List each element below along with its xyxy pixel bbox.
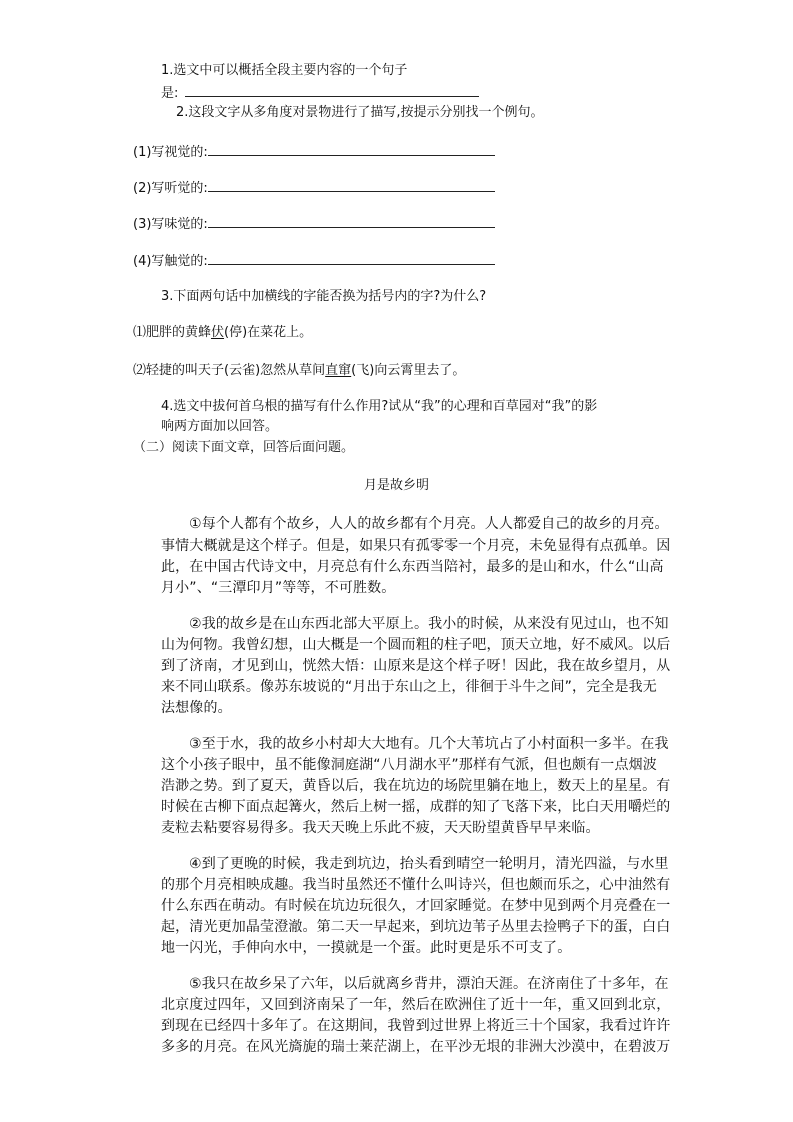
paragraph-1-line-4: 月小”、“三潭印月”等等，不可胜数。 xyxy=(161,580,396,596)
sentence-text: ⑴肥胖的黄蜂 xyxy=(133,325,212,340)
paragraph-3-line-1: ③至于水，我的故乡小村却大大地有。几个大苇坑占了小村面积一多半。在我 xyxy=(189,736,669,752)
paragraph-4-line-4: 起，清光更加晶莹澄澈。第二天一早起来，到坑边苇子丛里去捡鸭子下的蛋，白白 xyxy=(161,919,671,935)
paragraph-5-line-3: 到现在已经四十多年了。在这期间，我曾到过世界上将近三十个国家，我看过许许 xyxy=(161,1018,671,1034)
answer-blank[interactable] xyxy=(208,253,495,265)
answer-blank[interactable] xyxy=(185,85,479,97)
article-title: 月是故乡明 xyxy=(363,478,429,493)
sub-question-visual xyxy=(133,144,495,159)
underlined-word: 伏 xyxy=(211,325,225,340)
sentence-text: (飞)向云霄里去了。 xyxy=(351,363,466,378)
answer-blank[interactable] xyxy=(208,180,495,192)
paragraph-2-line-5: 法想像的。 xyxy=(161,700,232,716)
paragraph-2-line-4: 来不同山联系。像苏东坡说的“月出于东山之上，徘徊于斗牛之间”，完全是我无 xyxy=(161,679,657,695)
question-3-sentence-2 xyxy=(133,364,465,377)
paragraph-4-line-1: ④到了更晚的时候，我走到坑边，抬头看到晴空一轮明月，清光四溢，与水里 xyxy=(189,856,669,872)
paragraph-4-line-2: 的那个月亮相映成趣。我当时虽然还不懂什么叫诗兴，但也颇而乐之，心中油然有 xyxy=(161,877,671,893)
sub-question-touch xyxy=(133,253,495,268)
sentence-text: ⑵轻捷的叫天子(云雀)忽然从草间 xyxy=(133,363,326,378)
paragraph-5-line-2: 北京度过四年，又回到济南呆了一年，然后在欧洲住了近十一年，重又回到北京， xyxy=(161,997,671,1013)
paragraph-3-line-4: 时候在古柳下面点起篝火，然后上树一摇，成群的知了飞落下来，比白天用嚼烂的 xyxy=(161,799,671,815)
paragraph-5-line-1: ⑤我只在故乡呆了六年，以后就离乡背井，漂泊天涯。在济南住了十多年，在 xyxy=(189,976,669,992)
paragraph-1-line-3: 此，在中国古代诗文中，月亮总有什么东西当陪衬，最多的是山和水，什么“山高 xyxy=(161,559,664,575)
question-2-text: 2.这段文字从多角度对景物进行了描写,按提示分别找一个例句。 xyxy=(176,105,544,120)
underlined-word: 直窜 xyxy=(325,363,352,378)
paragraph-2-line-1: ②我的故乡是在山东西北部大平原上。我小的时候，从来没有见过山，也不知 xyxy=(189,616,669,632)
sub-question-label: (1)写视觉的: xyxy=(133,145,208,160)
paragraph-3-line-2: 这个小孩子眼中，虽不能像洞庭湖“八月湖水平”那样有气派，但也颇有一点烟波 xyxy=(161,757,657,773)
sub-question-label: (4)写触觉的: xyxy=(133,254,208,269)
paragraph-4-line-5: 地一闪光，手伸向水中，一摸就是一个蛋。此时更是乐不可支了。 xyxy=(161,940,572,956)
question-3-text: 3.下面两句话中加横线的字能否换为括号内的字?为什么? xyxy=(161,289,487,304)
paragraph-1-line-2: 事情大概就是这个样子。但是，如果只有孤零零一个月亮，未免显得有点孤单。因 xyxy=(161,538,671,554)
question-3-sentence-1 xyxy=(133,326,312,339)
section-intro: （二）阅读下面文章，回答后面问题。 xyxy=(133,440,355,455)
sub-question-label: (2)写听觉的: xyxy=(133,181,208,196)
paragraph-3-line-5: 麦粒去粘要容易得多。我天天晚上乐此不疲，天天盼望黄昏早早来临。 xyxy=(161,820,600,836)
answer-blank[interactable] xyxy=(208,216,495,228)
sentence-text: (停)在菜花上。 xyxy=(224,325,313,340)
paragraph-5-line-4: 多多的月亮。在风光旖旎的瑞士莱茫湖上，在平沙无垠的非洲大沙漠中，在碧波万 xyxy=(161,1039,671,1055)
question-4-line-1: 4.选文中拔何首乌根的描写有什么作用?试从“我”的心理和百草园对“我”的影 xyxy=(161,399,598,414)
paragraph-3-line-3: 浩渺之势。到了夏天，黄昏以后，我在坑边的场院里躺在地上，数天上的星星。有 xyxy=(161,778,671,794)
answer-blank[interactable] xyxy=(208,144,495,156)
paragraph-2-line-3: 到了济南，才见到山，恍然大悟：山原来是这个样子呀！因此，我在故乡望月，从 xyxy=(161,658,671,674)
sub-question-hearing xyxy=(133,180,495,195)
question-1-prefix: 是: xyxy=(161,86,179,101)
paragraph-2-line-2: 山为何物。我曾幻想，山大概是一个圆而粗的柱子吧，顶天立地，好不威风。以后 xyxy=(161,637,671,653)
question-4-line-2: 响两方面加以回答。 xyxy=(161,419,279,434)
paragraph-1-line-1: ①每个人都有个故乡，人人的故乡都有个月亮。人人都爱自己的故乡的月亮。 xyxy=(189,516,669,532)
sub-question-label: (3)写味觉的: xyxy=(133,217,208,232)
question-1-answer-line xyxy=(161,85,479,100)
sub-question-taste xyxy=(133,216,495,231)
paragraph-4-line-3: 什么东西在萌动。有时候在坑边玩很久，才回家睡觉。在梦中见到两个月亮叠在一 xyxy=(161,898,671,914)
question-1-text: 1.选文中可以概括全段主要内容的一个句子 xyxy=(161,63,408,78)
